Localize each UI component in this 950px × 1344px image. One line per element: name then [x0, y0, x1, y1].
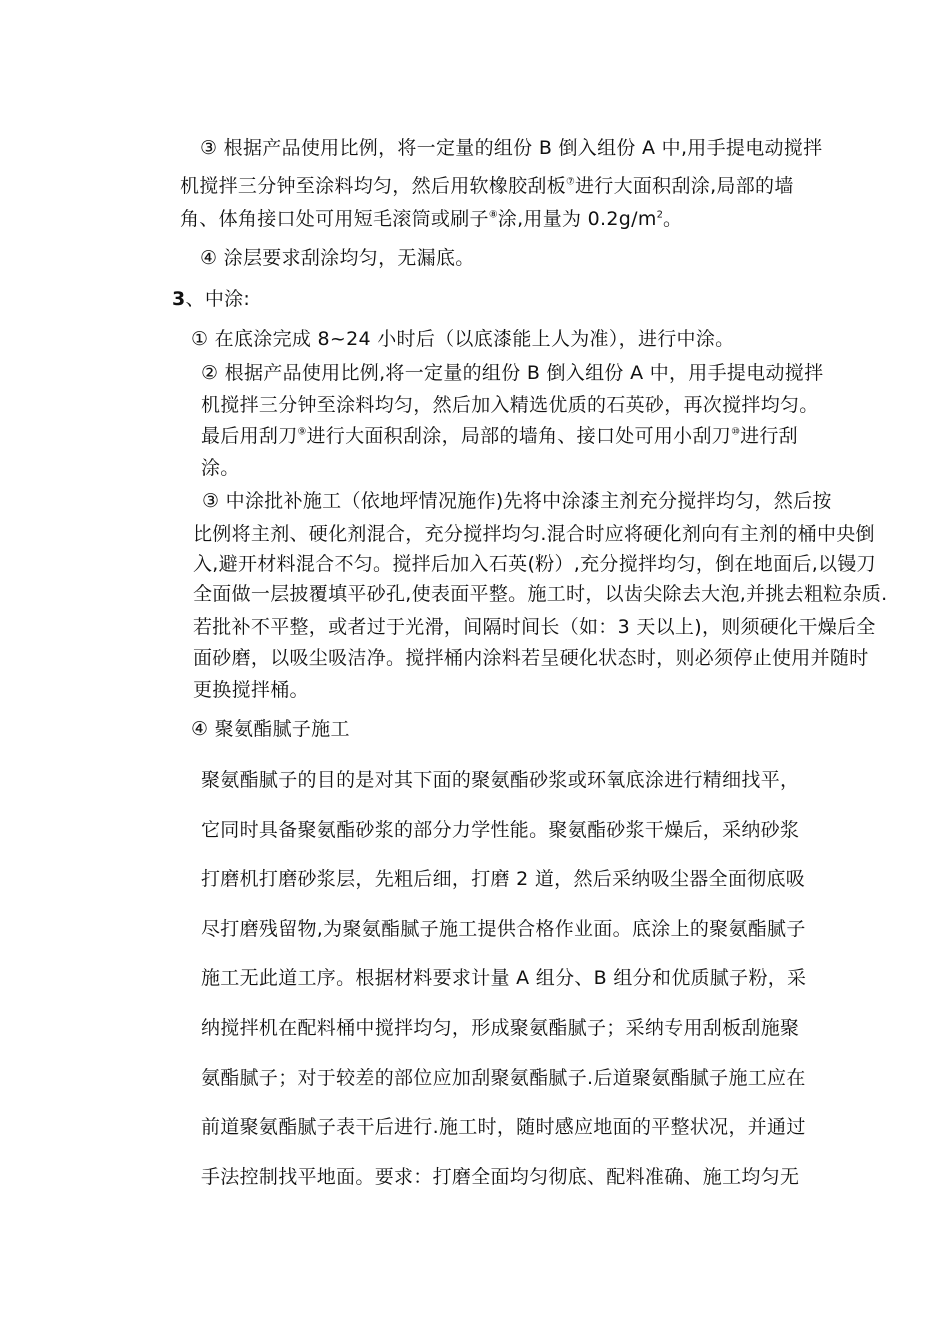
putty-paragraph-line-1: 聚氨酯腻子的目的是对其下面的聚氨酯砂浆或环氧底涂进行精细找平， [201, 769, 800, 791]
step-3-line-2 [180, 174, 794, 198]
text-run: 。 [663, 208, 683, 230]
mid-coat-step-3-line-2: 比例将主剂、硬化剂混合，充分搅拌均匀.混合时应将硬化剂向有主剂的桶中央倒 [193, 523, 875, 545]
putty-paragraph-line-6: 纳搅拌机在配料桶中搅拌均匀，形成聚氨酯腻子；采纳专用刮板刮施聚 [201, 1017, 800, 1039]
text-run: 机搅拌三分钟至涂料均匀，然后用软橡胶刮板 [180, 175, 567, 197]
step-3-line-1: ③ 根据产品使用比例，将一定量的组份 B 倒入组份 A 中,用手提电动搅拌 [200, 137, 823, 159]
mid-coat-step-1: ① 在底涂完成 8~24 小时后（以底漆能上人为准），进行中涂。 [191, 328, 735, 350]
footnote-marker: ⑩ [731, 426, 741, 438]
section-heading [172, 287, 250, 311]
footnote-marker: ⑨ [297, 426, 307, 438]
step-3-line-3 [180, 207, 682, 231]
text-run: 进行大面积刮涂，局部的墙角、接口处可用小刮刀 [306, 425, 732, 447]
putty-paragraph-line-8: 前道聚氨酯腻子表干后进行.施工时，随时感应地面的平整状况，并通过 [201, 1116, 806, 1138]
putty-paragraph-line-2: 它同时具备聚氨酯砂浆的部分力学性能。聚氨酯砂浆干燥后，采纳砂浆 [201, 819, 800, 841]
superscript-exponent: 2 [656, 209, 664, 221]
footnote-marker: ⑦ [566, 176, 575, 188]
text-run: 角、体角接口处可用短毛滚筒或刷子 [180, 208, 489, 230]
mid-coat-step-3-line-6: 面砂磨，以吸尘吸洁净。搅拌桶内涂料若呈硬化状态时，则必须停止使用并随时 [193, 647, 869, 669]
mid-coat-step-3-line-7: 更换搅拌桶。 [193, 679, 309, 701]
text-run: 涂,用量为 0.2g/m [497, 208, 657, 230]
mid-coat-step-2-line-3 [201, 424, 798, 448]
mid-coat-step-2-line-1: ② 根据产品使用比例,将一定量的组份 B 倒入组份 A 中，用手提电动搅拌 [201, 362, 824, 384]
mid-coat-step-3-line-1: ③ 中涂批补施工（依地坪情况施作)先将中涂漆主剂充分搅拌均匀，然后按 [202, 490, 832, 512]
putty-paragraph-line-7: 氨酯腻子；对于较差的部位应加刮聚氨酯腻子.后道聚氨酯腻子施工应在 [201, 1067, 806, 1089]
text-run: 进行大面积刮涂,局部的墙 [574, 175, 794, 197]
putty-paragraph-line-5: 施工无此道工序。根据材料要求计量 A 组分、B 组分和优质腻子粉，采 [201, 967, 807, 989]
putty-paragraph-line-9: 手法控制找平地面。要求：打磨全面均匀彻底、配料准确、施工均匀无 [201, 1166, 800, 1188]
step-4-line: ④ 涂层要求刮涂均匀，无漏底。 [200, 247, 475, 269]
mid-coat-step-3-line-4: 全面做一层披覆填平砂孔,使表面平整。施工时，以齿尖除去大泡,并挑去粗粒杂质. [193, 583, 888, 605]
putty-paragraph-line-3: 打磨机打磨砂浆层，先粗后细，打磨 2 道，然后采纳吸尘器全面彻底吸 [201, 868, 806, 890]
mid-coat-step-4-title: ④ 聚氨酯腻子施工 [191, 718, 350, 740]
mid-coat-step-3-line-5: 若批补不平整，或者过于光滑，间隔时间长（如：3 天以上)，则须硬化干燥后全 [193, 616, 876, 638]
section-title: 、中涂: [185, 288, 251, 310]
mid-coat-step-2-line-4: 涂。 [201, 457, 240, 479]
mid-coat-step-3-line-3: 入,避开材料混合不匀。搅拌后加入石英(粉）,充分搅拌均匀，倒在地面后,以镘刀 [193, 553, 876, 575]
text-run: 进行刮 [740, 425, 798, 447]
text-run: 最后用刮刀 [201, 425, 298, 447]
section-number: 3 [172, 288, 186, 310]
mid-coat-step-2-line-2: 机搅拌三分钟至涂料均匀，然后加入精选优质的石英砂，再次搅拌均匀。 [201, 394, 819, 416]
putty-paragraph-line-4: 尽打磨残留物,为聚氨酯腻子施工提供合格作业面。底涂上的聚氨酯腻子 [201, 918, 806, 940]
footnote-marker: ⑧ [488, 209, 498, 221]
